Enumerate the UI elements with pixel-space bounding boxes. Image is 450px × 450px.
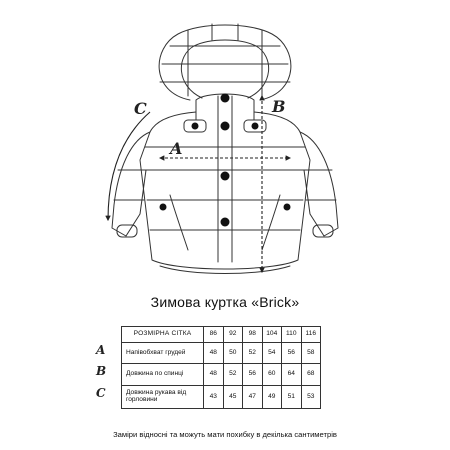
size-header: 110 [282, 327, 302, 343]
table-cell: 43 [204, 386, 224, 409]
table-cell: 48 [204, 343, 224, 364]
row-label: Довжина рукава від горловини [122, 386, 204, 409]
table-cell: 56 [243, 364, 263, 386]
table-cell: 51 [282, 386, 302, 409]
row-letter-b: B [96, 364, 107, 378]
right-pocket [262, 195, 280, 250]
table-cell: 60 [262, 364, 282, 386]
table-cell: 68 [301, 364, 321, 386]
jacket-body-outline [140, 112, 310, 269]
table-cell: 64 [282, 364, 302, 386]
hood-inner [181, 40, 268, 98]
size-header: 92 [223, 327, 243, 343]
table-cell: 52 [223, 364, 243, 386]
row-label: Напівобхват грудей [122, 343, 204, 364]
measurement-note: Заміри відносні та можуть мати похибку в декілька сантиметрів [113, 430, 337, 439]
size-header: 104 [262, 327, 282, 343]
table-cell: 47 [243, 386, 263, 409]
table-cell: 49 [262, 386, 282, 409]
marker-c: C [134, 99, 147, 118]
table-cell: 45 [223, 386, 243, 409]
table-cell: 53 [301, 386, 321, 409]
row-letter-a: A [96, 343, 106, 357]
size-header-row [122, 327, 321, 343]
table-row [122, 343, 321, 364]
row-label: Довжина по спинці [122, 364, 204, 386]
row-letter-c: C [96, 386, 106, 400]
table-cell: 58 [301, 343, 321, 364]
size-header-label: РОЗМІРНА СІТКА [122, 327, 204, 343]
marker-b: B [272, 97, 286, 116]
size-header: 86 [204, 327, 224, 343]
table-cell: 54 [262, 343, 282, 364]
size-header: 116 [301, 327, 321, 343]
table-cell: 52 [243, 343, 263, 364]
hood-outline [159, 25, 291, 100]
marker-a: A [170, 139, 183, 158]
size-table [121, 326, 321, 409]
table-cell: 48 [204, 364, 224, 386]
table-row [122, 386, 321, 409]
size-header: 98 [243, 327, 263, 343]
snap-buttons [160, 94, 291, 227]
table-cell: 50 [223, 343, 243, 364]
product-title: Зимова куртка «Brick» [150, 294, 300, 310]
left-pocket [170, 195, 188, 250]
table-row [122, 364, 321, 386]
table-cell: 56 [282, 343, 302, 364]
